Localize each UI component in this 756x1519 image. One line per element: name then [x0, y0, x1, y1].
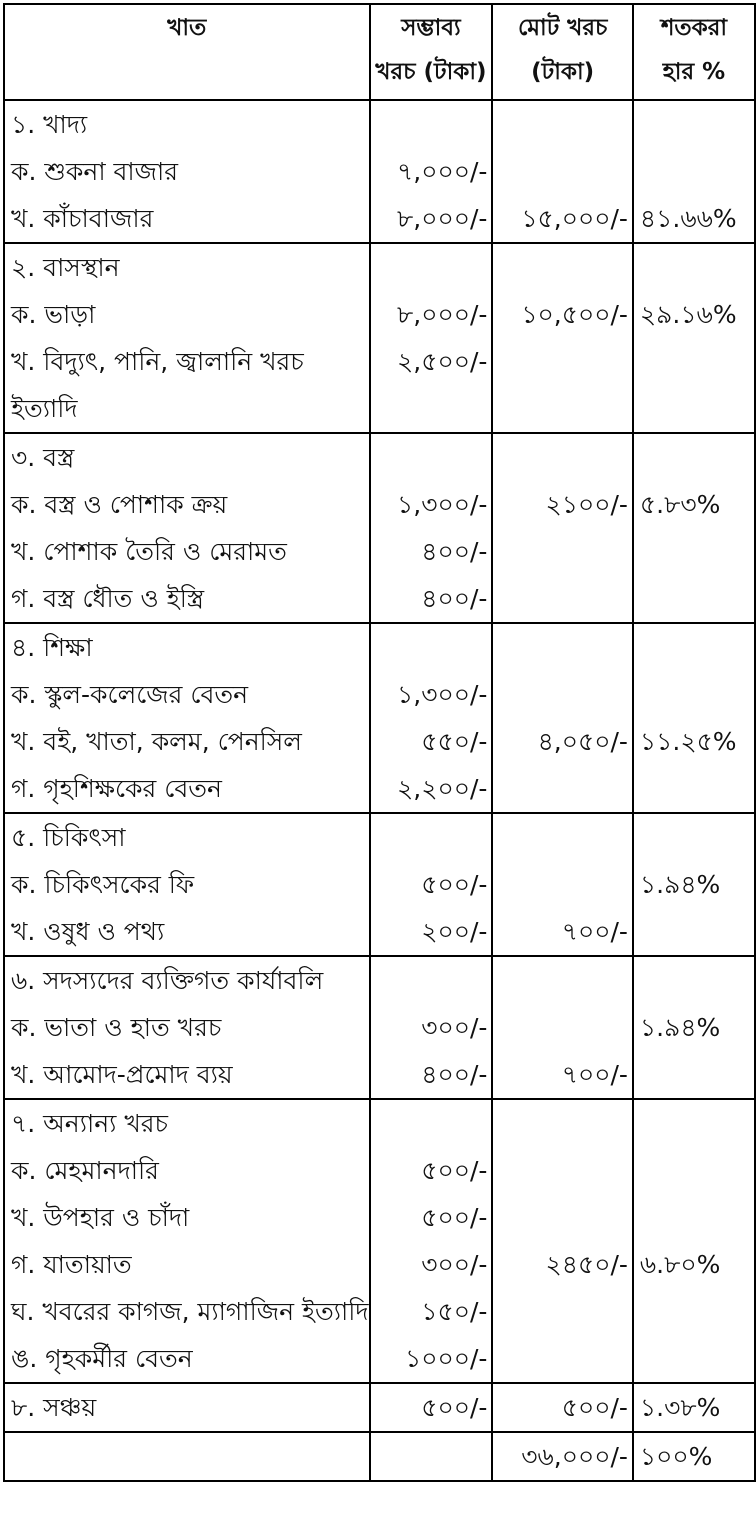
percentage-value: [634, 1288, 754, 1335]
estimated-amount: ৫০০/-: [421, 870, 488, 899]
percentage-cell: [633, 100, 755, 243]
item-line: ঙ. গৃহকর্মীর বেতন: [11, 1344, 193, 1373]
total-amount: [493, 861, 631, 908]
grand-total-amount: ৩৬,০০০/-: [521, 1442, 628, 1471]
percentage-value: [634, 434, 754, 481]
estimated-amount: [371, 624, 492, 671]
item-line: ৫. চিকিৎসা: [11, 823, 126, 852]
percentage-value: [634, 575, 754, 622]
estimated-amount: ৪০০/-: [421, 1060, 488, 1089]
estimated-amount: ১,৩০০/-: [397, 680, 488, 709]
category-cell: [4, 243, 370, 433]
percentage-cell: [633, 956, 755, 1099]
percentage-value: [634, 385, 754, 432]
total-amount: ২৪৫০/-: [545, 1250, 628, 1279]
estimated-cell: [370, 813, 493, 956]
item-line: খ. কাঁচাবাজার: [11, 204, 154, 233]
grand-total-percent: ১০০%: [639, 1442, 713, 1471]
percentage-cell: [633, 433, 755, 623]
estimated-amount: ২,৫০০/-: [397, 347, 488, 376]
percentage-value: [634, 1100, 754, 1147]
item-line: গ. গৃহশিক্ষকের বেতন: [11, 774, 222, 803]
item-line: ঘ. খবরের কাগজ, ম্যাগাজিন ইত্যাদি: [11, 1297, 369, 1326]
total-amount: ১৫,০০০/-: [521, 204, 628, 233]
grand-total-amount-cell: [492, 1432, 632, 1481]
percentage-value: ২৯.১৬%: [639, 300, 737, 329]
percentage-value: [634, 671, 754, 718]
total-amount: [493, 1288, 631, 1335]
table-row: [4, 100, 755, 243]
item-line: খ. ওষুধ ও পথ্য: [11, 917, 165, 946]
estimated-amount: ৩০০/-: [421, 1013, 488, 1042]
item-line: ক. শুকনা বাজার: [11, 157, 179, 186]
item-line: খ. পোশাক তৈরি ও মেরামত: [11, 537, 287, 566]
total-amount: ১০,৫০০/-: [521, 300, 628, 329]
percentage-cell: [633, 813, 755, 956]
total-amount: [493, 957, 631, 1004]
estimated-cell: [370, 433, 493, 623]
percentage-cell: [633, 1383, 755, 1432]
category-cell: [4, 623, 370, 813]
estimated-amount: [371, 101, 492, 148]
estimated-amount: [371, 1100, 492, 1147]
budget-table: [3, 3, 756, 1482]
percentage-value: [634, 1147, 754, 1194]
total-amount: [493, 101, 631, 148]
total-amount: [493, 338, 631, 385]
percentage-value: [634, 814, 754, 861]
total-amount: [493, 1194, 631, 1241]
total-cell: [492, 956, 632, 1099]
item-line: ৭. অন্যান্য খরচ: [11, 1109, 169, 1138]
percentage-value: ১.৯৪%: [639, 870, 721, 899]
category-cell: [4, 433, 370, 623]
item-line: গ. যাতায়াত: [11, 1250, 132, 1279]
item-line: ৪. শিক্ষা: [11, 633, 93, 662]
table-row: [4, 433, 755, 623]
estimated-cell: [370, 623, 493, 813]
item-line: ৬. সদস্যদের ব্যক্তিগত কার্যাবলি: [11, 966, 324, 995]
total-cell: [492, 813, 632, 956]
estimated-amount: [371, 957, 492, 1004]
category-cell: [4, 813, 370, 956]
percentage-value: ১১.২৫%: [639, 727, 737, 756]
total-cell: [492, 1099, 632, 1383]
table-row: [4, 623, 755, 813]
percentage-value: ৪১.৬৬%: [639, 204, 737, 233]
total-cell: [492, 243, 632, 433]
item-line: ক. ভাতা ও হাত খরচ: [11, 1013, 222, 1042]
grand-total-empty-category: [4, 1432, 370, 1481]
percentage-value: ১.৯৪%: [639, 1013, 721, 1042]
estimated-cell: [370, 100, 493, 243]
percentage-cell: [633, 1099, 755, 1383]
estimated-amount: [371, 385, 492, 432]
estimated-amount: ৪০০/-: [421, 584, 488, 613]
table-row: [4, 1383, 755, 1432]
category-cell: [4, 956, 370, 1099]
item-line: ক. স্কুল-কলেজের বেতন: [11, 680, 249, 709]
estimated-amount: ৫০০/-: [421, 1156, 488, 1185]
table-row: [4, 813, 755, 956]
grand-total-percent-cell: [633, 1432, 755, 1481]
percentage-cell: [633, 243, 755, 433]
header-row: [4, 4, 755, 100]
total-amount: ২১০০/-: [545, 490, 628, 519]
table-row: [4, 1099, 755, 1383]
estimated-amount: ৪০০/-: [421, 537, 488, 566]
item-line: ক. ভাড়া: [11, 300, 96, 329]
estimated-amount: ১৫০/-: [421, 1297, 488, 1326]
header-estimated-cost: সম্ভাব্য খরচ (টাকা): [370, 4, 493, 100]
estimated-amount: ৫৫০/-: [421, 727, 488, 756]
total-amount: [493, 765, 631, 812]
estimated-amount: ১০০০/-: [405, 1344, 488, 1373]
estimated-amount: ২,২০০/-: [397, 774, 488, 803]
percentage-value: [634, 957, 754, 1004]
item-line: গ. বস্ত্র ধৌত ও ইস্ত্রি: [11, 584, 205, 613]
estimated-amount: ৫০০/-: [421, 1393, 488, 1422]
item-line: ১. খাদ্য: [11, 110, 88, 139]
header-percentage: শতকরা হার %: [633, 4, 755, 100]
category-cell: [4, 1099, 370, 1383]
table-row: [4, 956, 755, 1099]
estimated-amount: ৮,০০০/-: [397, 300, 488, 329]
total-amount: ৪,০৫০/-: [537, 727, 628, 756]
percentage-value: [634, 765, 754, 812]
percentage-value: [634, 1335, 754, 1382]
table-row: [4, 243, 755, 433]
estimated-amount: [371, 814, 492, 861]
percentage-value: [634, 148, 754, 195]
total-amount: [493, 148, 631, 195]
percentage-value: ৬.৮০%: [639, 1250, 721, 1279]
percentage-value: [634, 1194, 754, 1241]
table-body: [4, 100, 755, 1481]
total-amount: ৭০০/-: [561, 1060, 628, 1089]
total-amount: [493, 385, 631, 432]
percentage-value: [634, 1051, 754, 1098]
grand-total-empty-estimated: [370, 1432, 493, 1481]
item-line: ৮. সঞ্চয়: [11, 1393, 97, 1422]
estimated-amount: [371, 244, 492, 291]
total-amount: [493, 624, 631, 671]
total-amount: [493, 671, 631, 718]
percentage-cell: [633, 623, 755, 813]
total-cell: [492, 1383, 632, 1432]
estimated-amount: ৮,০০০/-: [397, 204, 488, 233]
estimated-cell: [370, 956, 493, 1099]
total-amount: [493, 1100, 631, 1147]
total-amount: [493, 575, 631, 622]
total-amount: [493, 1335, 631, 1382]
estimated-cell: [370, 243, 493, 433]
item-line: ক. চিকিৎসকের ফি: [11, 870, 195, 899]
total-amount: [493, 244, 631, 291]
total-amount: [493, 1004, 631, 1051]
total-cell: [492, 433, 632, 623]
item-line: ক. বস্ত্র ও পোশাক ক্রয়: [11, 490, 228, 519]
total-cell: [492, 623, 632, 813]
category-cell: [4, 1383, 370, 1432]
header-category: খাত: [4, 4, 370, 100]
percentage-value: [634, 244, 754, 291]
total-amount: [493, 1147, 631, 1194]
total-amount: [493, 814, 631, 861]
grand-total-row: [4, 1432, 755, 1481]
item-line: খ. আমোদ-প্রমোদ ব্যয়: [11, 1060, 233, 1089]
total-amount: ৭০০/-: [561, 917, 628, 946]
item-line: ইত্যাদি: [11, 394, 78, 423]
item-line: খ. উপহার ও চাঁদা: [11, 1203, 190, 1232]
estimated-amount: ৭,০০০/-: [397, 157, 488, 186]
estimated-amount: ২০০/-: [421, 917, 488, 946]
estimated-cell: [370, 1099, 493, 1383]
item-line: ৩. বস্ত্র: [11, 443, 75, 472]
estimated-amount: ৫০০/-: [421, 1203, 488, 1232]
estimated-amount: [371, 434, 492, 481]
percentage-value: [634, 528, 754, 575]
header-total-cost: মোট খরচ (টাকা): [492, 4, 632, 100]
item-line: ২. বাসস্থান: [11, 253, 120, 282]
estimated-cell: [370, 1383, 493, 1432]
percentage-value: [634, 624, 754, 671]
category-cell: [4, 100, 370, 243]
total-amount: ৫০০/-: [561, 1393, 628, 1422]
percentage-value: ৫.৮৩%: [639, 490, 721, 519]
percentage-value: [634, 908, 754, 955]
total-cell: [492, 100, 632, 243]
estimated-amount: ৩০০/-: [421, 1250, 488, 1279]
percentage-value: [634, 101, 754, 148]
item-line: খ. বিদ্যুৎ, পানি, জ্বালানি খরচ: [11, 347, 304, 376]
total-amount: [493, 434, 631, 481]
total-amount: [493, 528, 631, 575]
item-line: ক. মেহমানদারি: [11, 1156, 159, 1185]
item-line: খ. বই, খাতা, কলম, পেনসিল: [11, 727, 302, 756]
percentage-value: ১.৩৮%: [639, 1393, 721, 1422]
percentage-value: [634, 338, 754, 385]
estimated-amount: ১,৩০০/-: [397, 490, 488, 519]
